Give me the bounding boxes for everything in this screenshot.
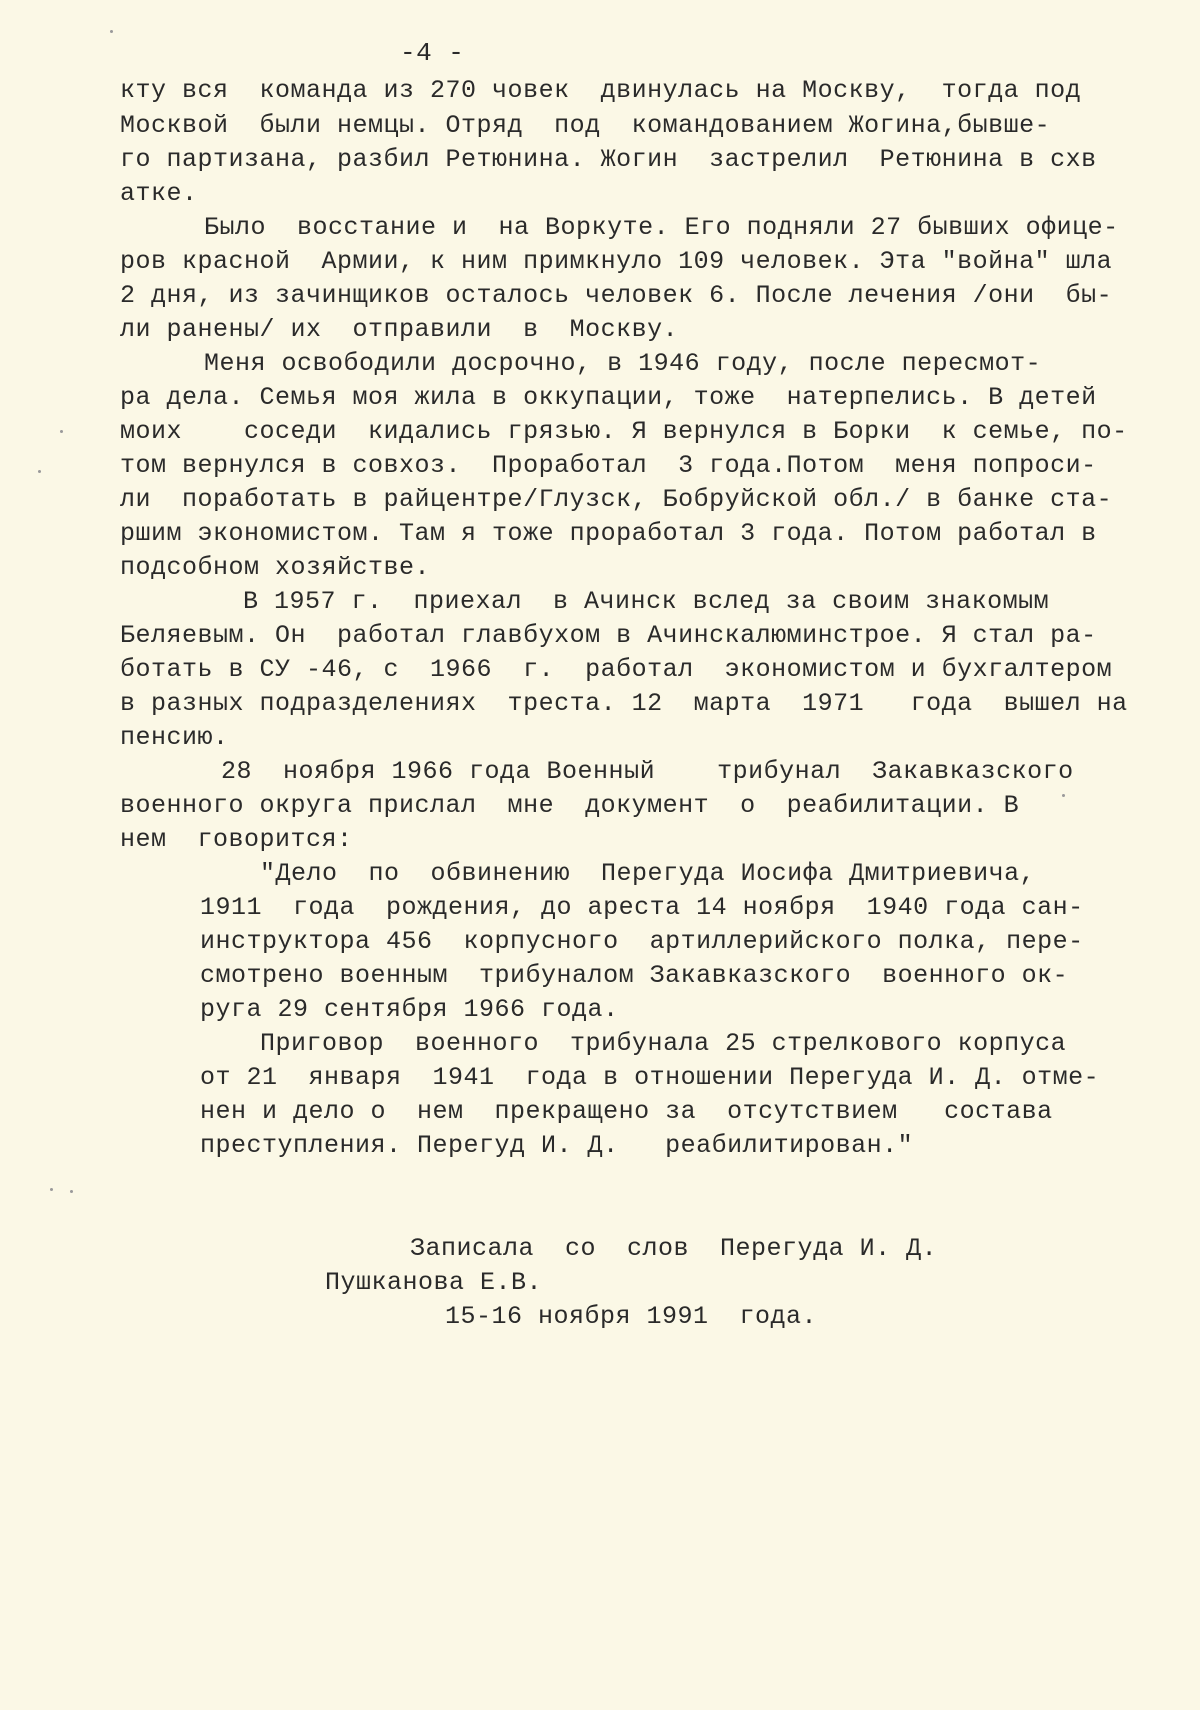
quote-line: преступления. Перегуд И. Д. реабилитирован.": [200, 1131, 914, 1160]
text-line: ршим экономистом. Там я тоже проработал 3 года. Потом работал в: [120, 519, 1097, 548]
text-line: атке.: [120, 179, 198, 208]
text-line: в разных подразделениях треста. 12 марта 1971 года вышел на: [120, 689, 1128, 718]
quote-line: смотрено военным трибуналом Закавказского военного ок-: [200, 961, 1069, 990]
text-line: ли поработать в райцентре/Глузск, Бобруйской обл./ в банке ста-: [120, 485, 1113, 514]
text-line: нем говорится:: [120, 825, 353, 854]
paper-speck: [110, 30, 113, 33]
recorded-by: Записала со слов Перегуда И. Д.: [410, 1234, 938, 1263]
text-line: моих соседи кидались грязью. Я вернулся в Борки к семье, по-: [120, 417, 1128, 446]
page-number: -4 -: [400, 38, 465, 68]
quote-line: от 21 января 1941 года в отношении Перегуда И. Д. отме-: [200, 1063, 1100, 1092]
text-line: Меня освободили досрочно, в 1946 году, после пересмот-: [204, 349, 1042, 378]
text-line: Было восстание и на Воркуте. Его подняли 27 бывших офице-: [204, 213, 1119, 242]
quote-line: Приговор военного трибунала 25 стрелкового корпуса: [260, 1029, 1067, 1058]
text-line: пенсию.: [120, 723, 229, 752]
quote-line: руга 29 сентября 1966 года.: [200, 995, 619, 1024]
record-date: 15-16 ноября 1991 года.: [445, 1302, 818, 1331]
paper-speck: [60, 430, 63, 433]
quote-line: 1911 года рождения, до ареста 14 ноября 1940 года сан-: [200, 893, 1084, 922]
text-line: военного округа прислал мне документ о реабилитации. В: [120, 791, 1020, 820]
paper-speck: [1062, 794, 1065, 797]
text-line: кту вся команда из 270 човек двинулась на Москву, тогда под: [120, 76, 1082, 105]
paper-speck: [70, 1190, 73, 1193]
recorder-name: Пушканова Е.В.: [325, 1268, 543, 1297]
text-line: В 1957 г. приехал в Ачинск вслед за своим знакомым: [243, 587, 1050, 616]
text-line: Москвой были немцы. Отряд под командованием Жогина,бывше-: [120, 111, 1051, 140]
quote-line: "Дело по обвинению Перегуда Иосифа Дмитриевича,: [260, 859, 1036, 888]
paper-speck: [38, 470, 41, 473]
quote-line: нен и дело о нем прекращено за отсутствием состава: [200, 1097, 1053, 1126]
paper-speck: [50, 1188, 53, 1191]
text-line: го партизана, разбил Ретюнина. Жогин застрелил Ретюнина в схв: [120, 145, 1097, 174]
text-line: 2 дня, из зачинщиков осталось человек 6. После лечения /они бы-: [120, 281, 1113, 310]
text-line: ров красной Армии, к ним примкнуло 109 человек. Эта "война" шла: [120, 247, 1113, 276]
text-line: ли ранены/ их отправили в Москву.: [120, 315, 679, 344]
text-line: Беляевым. Он работал главбухом в Ачинскалюминстрое. Я стал ра-: [120, 621, 1097, 650]
text-line: ра дела. Семья моя жила в оккупации, тоже натерпелись. В детей: [120, 383, 1097, 412]
text-line: ботать в СУ -46, с 1966 г. работал экономистом и бухгалтером: [120, 655, 1113, 684]
text-line: том вернулся в совхоз. Проработал 3 года.Потом меня попроси-: [120, 451, 1097, 480]
quote-line: инструктора 456 корпусного артиллерийского полка, пере-: [200, 927, 1084, 956]
text-line: 28 ноября 1966 года Военный трибунал Закавказского: [221, 757, 1074, 786]
text-line: подсобном хозяйстве.: [120, 553, 431, 582]
